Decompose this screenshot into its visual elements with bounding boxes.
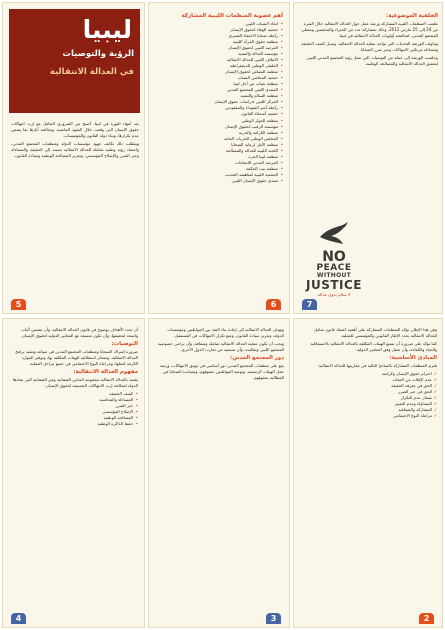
member-item: • رابطة أسر الشهداء والمفقودين bbox=[159, 105, 283, 111]
member-item: • الجمعية الليبية لمناهضة التعذيب bbox=[159, 172, 283, 178]
emblem-word: PEACE bbox=[316, 263, 352, 273]
member-item: • الملتقى الوطني للديمقراطية bbox=[159, 63, 283, 69]
principle-item: ✓ عدم الإفلات من العقاب bbox=[302, 377, 437, 383]
page-7 bbox=[293, 2, 443, 314]
members-heading: أهم عضوية المنظمات الليبية المشاركة bbox=[181, 13, 283, 19]
page-number: 5 bbox=[11, 299, 26, 310]
section-text: يقصد بالعدالة الانتقالية مجموعة التدابير القضائية وغير القضائية التي تتخذها الدولة لمعالجة إرث الانتهاكات الجسيمة لحقوق الإنسان. bbox=[12, 376, 138, 388]
list-item: • كشف الحقيقة bbox=[11, 391, 138, 397]
list-item: • المصالحة الوطنية bbox=[11, 415, 138, 421]
member-item: • منظمة حقوق المرأة الليبية bbox=[159, 39, 283, 45]
section-heading: المبادئ الأساسية: bbox=[389, 355, 437, 362]
member-item: • منظمة الأمل لرعاية الضحايا bbox=[159, 142, 283, 148]
page-number: 6 bbox=[266, 299, 281, 310]
intro-paragraph: ويتطلب ذلك تكاتف جهود مؤسسات الدولة ومنظمات المجتمع المدني، واعتماد رؤية وطنية شاملة للعدالة الانتقالية تستند إلى الحقيقة والمساءلة وجبر الضرر والإصلاح المؤسسي، وتعزيز المصالحة الوطنية وسيادة القانون. bbox=[11, 141, 139, 159]
page-number: 3 bbox=[266, 613, 281, 624]
page-5 bbox=[2, 2, 145, 314]
member-item: • المركز الليبي لدراسات حقوق الإنسان bbox=[159, 99, 283, 105]
body-paragraph: وفي هذا الإطار، تؤكد المنظمات المشاركة على أهمية اعتماد قانون شامل للعدالة الانتقالية يحدد الإطار القانوني والمؤسسي للعملية. bbox=[313, 327, 437, 339]
banner-subtitle-1: الرؤية والتوصيات bbox=[62, 49, 134, 59]
principle-item: ✓ ضمان عدم التكرار bbox=[302, 395, 437, 401]
page-4-column bbox=[11, 327, 138, 427]
dove-icon bbox=[317, 220, 351, 246]
member-item: • جمعية الوفاء لحقوق الإنسان bbox=[159, 27, 283, 33]
member-item: • الائتلاف الليبي للعدالة الانتقالية bbox=[159, 57, 283, 63]
members-column bbox=[159, 11, 283, 184]
section-heading: دور المجتمع المدني: bbox=[229, 355, 284, 362]
section-text: تلتزم المنظمات المشاركة بالمبادئ التالية في مقاربتها للعدالة الانتقالية: bbox=[317, 362, 437, 368]
page-number: 7 bbox=[302, 299, 317, 310]
member-item: • اللجنة الليبية للعدالة والمصالحة bbox=[159, 148, 283, 154]
principle-item: ✓ المشاركة والشفافية bbox=[302, 407, 437, 413]
member-item: • مؤسسة العدالة والتنمية bbox=[159, 51, 283, 57]
list-item: • الإصلاح المؤسسي bbox=[11, 409, 138, 415]
body-paragraph: أن تحدد الأهداف بوضوح في قانون العدالة الانتقالية، وأن تتضمن آليات واضحة لتحقيقها، وأن تكون متسقة مع المعايير الدولية لحقوق الإنسان. bbox=[20, 327, 138, 339]
member-item: • المرصد المدني للانتخابات bbox=[159, 160, 283, 166]
background-paragraph: نظمت المنظمات الليبية المشاركة ورشة عمل حول العدالة الانتقالية خلال الفترة من 24 إلى 25 مارس 2012، وذلك بمشاركة عدد من الخبراء والمختصين وممثلي المجتمع المدني، لمناقشة أولويات العدالة الانتقالية في ليبيا. bbox=[301, 20, 438, 38]
page-3 bbox=[148, 318, 290, 628]
background-paragraph: وتناولت الورشة التحديات التي تواجه عملية العدالة الانتقالية، وسبل كشف الحقيقة ومساءلة مرتكبي الانتهاكات وجبر ضرر الضحايا. bbox=[301, 40, 438, 52]
page-6 bbox=[148, 2, 290, 314]
members-list bbox=[159, 21, 283, 184]
principle-item: ✓ الحق في جبر الضرر bbox=[302, 389, 437, 395]
list-item: • جبر الضرر bbox=[11, 403, 138, 409]
page-2-column bbox=[302, 327, 437, 419]
banner-subtitle-2: في العدالة الانتقالية bbox=[49, 67, 134, 77]
list-item: • حفظ الذاكرة الوطنية bbox=[11, 421, 138, 427]
emblem-word: JUSTICE bbox=[306, 278, 363, 292]
intro-paragraph: بعد انتهاء الثورة في ليبيا، أصبح من الضروري التعامل مع إرث انتهاكات حقوق الإنسان التي وقعت خلال العقود الماضية، ومعالجة آثارها بما يضمن عدم تكرارها، وبناء دولة القانون والمؤسسات. bbox=[11, 121, 139, 139]
member-item: • منظمة السلام والتنمية bbox=[159, 93, 283, 99]
background-column bbox=[301, 11, 438, 69]
background-paragraph: وخلصت الورشة إلى جملة من التوصيات التي تمثل رؤية المجتمع المدني الليبي لتحقيق العدالة الانتقالية والمصالحة الوطنية. bbox=[306, 54, 438, 67]
principle-item: ✓ المساواة وعدم التمييز bbox=[302, 401, 437, 407]
member-item: • منظمة التضامن لحقوق الإنسان bbox=[159, 69, 283, 75]
member-item: • منظمة الحوار الوطني bbox=[159, 118, 283, 124]
member-item: • منظمة الكرامة والحرية bbox=[159, 130, 283, 136]
page-number: 4 bbox=[11, 613, 26, 624]
section-text: ضرورة إشراك الضحايا ومنظمات المجتمع المدني في صياغة وتنفيذ برامج العدالة الانتقالية، وضمان استقلالية الهيئات المكلفة بها، وتوفير الموارد اللازمة لعملها، ومراعاة النوع الاجتماعي في جميع مراحل العملية. bbox=[15, 348, 138, 366]
body-paragraph: ويجب أن تكون عملية العدالة الانتقالية شاملة وشفافة، وأن تراعي خصوصية المجتمع الليبي وتقاليده، وأن تستفيد من تجارب الدول الأخرى. bbox=[157, 341, 284, 353]
principle-item: ✓ احترام حقوق الإنسان وكرامته bbox=[302, 371, 437, 377]
member-item: • المنتدى الليبي للمجتمع المدني bbox=[159, 87, 283, 93]
member-item: • مؤسسة الرقيب لحقوق الإنسان bbox=[159, 124, 283, 130]
member-item: • رابطة ضحايا الاختفاء القسري bbox=[159, 33, 283, 39]
body-paragraph: كما تؤكد على ضرورة أن تتمتع الهيئات المكلفة بالعدالة الانتقالية بالاستقلالية والحياد والكفاءة، وأن تعمل وفق المعايير الدولية. bbox=[310, 341, 437, 353]
principles-list bbox=[302, 371, 437, 419]
member-item: • منظمة شباب من أجل ليبيا bbox=[159, 81, 283, 87]
member-item: • المرصد الليبي لحقوق الإنسان bbox=[159, 45, 283, 51]
page-3-column bbox=[157, 327, 284, 383]
member-item: • جمعية المحامين الشباب bbox=[159, 75, 283, 81]
member-item: • منظمة بيت الحكمة bbox=[159, 166, 283, 172]
page-number: 2 bbox=[419, 613, 434, 624]
section-text: يقع على منظمات المجتمع المدني دور أساسي في توثيق الانتهاكات، ورصد عمل الهيئات الرسمية، وتوعية المواطنين بحقوقهم، ومساندة الضحايا في المطالبة بحقوقهم. bbox=[159, 362, 284, 381]
libya-logo-text: ليبيا bbox=[82, 15, 132, 44]
emblem-motto: لا سلام بدون عدالة bbox=[317, 292, 351, 297]
intro-body bbox=[11, 121, 139, 161]
page-4 bbox=[2, 318, 145, 628]
no-peace-without-justice-emblem bbox=[306, 220, 362, 297]
title-banner bbox=[9, 9, 140, 113]
body-paragraph: وتهدف العدالة الانتقالية إلى إعادة بناء الثقة بين المواطنين ومؤسسات الدولة، وتعزيز سيادة القانون، ومنع تكرار الانتهاكات في المستقبل. bbox=[167, 327, 284, 339]
member-item: • اتحاد الشباب الليبي bbox=[159, 21, 283, 27]
page-2 bbox=[293, 318, 443, 628]
section-heading: مفهوم العدالة الانتقالية: bbox=[73, 368, 138, 375]
background-heading: الخلفية الموضوعية: bbox=[386, 13, 438, 19]
emblem-word: WITHOUT bbox=[316, 272, 352, 279]
principle-item: ✓ مراعاة النوع الاجتماعي bbox=[302, 413, 437, 419]
section-heading: التوصيات: bbox=[111, 341, 138, 348]
emblem-word: NO bbox=[322, 249, 346, 265]
principle-item: ✓ الحق في معرفة الحقيقة bbox=[302, 383, 437, 389]
member-item: • المجلس الوطني للحريات العامة bbox=[159, 136, 283, 142]
member-item: • منتدى حقوق الإنسان الليبي bbox=[159, 178, 283, 184]
list-item: • المساءلة والمحاسبة bbox=[11, 397, 138, 403]
member-item: • منظمة ليبيا الحرة bbox=[159, 154, 283, 160]
member-item: • جمعية أصدقاء القانون bbox=[159, 111, 283, 117]
pillars-list bbox=[11, 391, 138, 427]
